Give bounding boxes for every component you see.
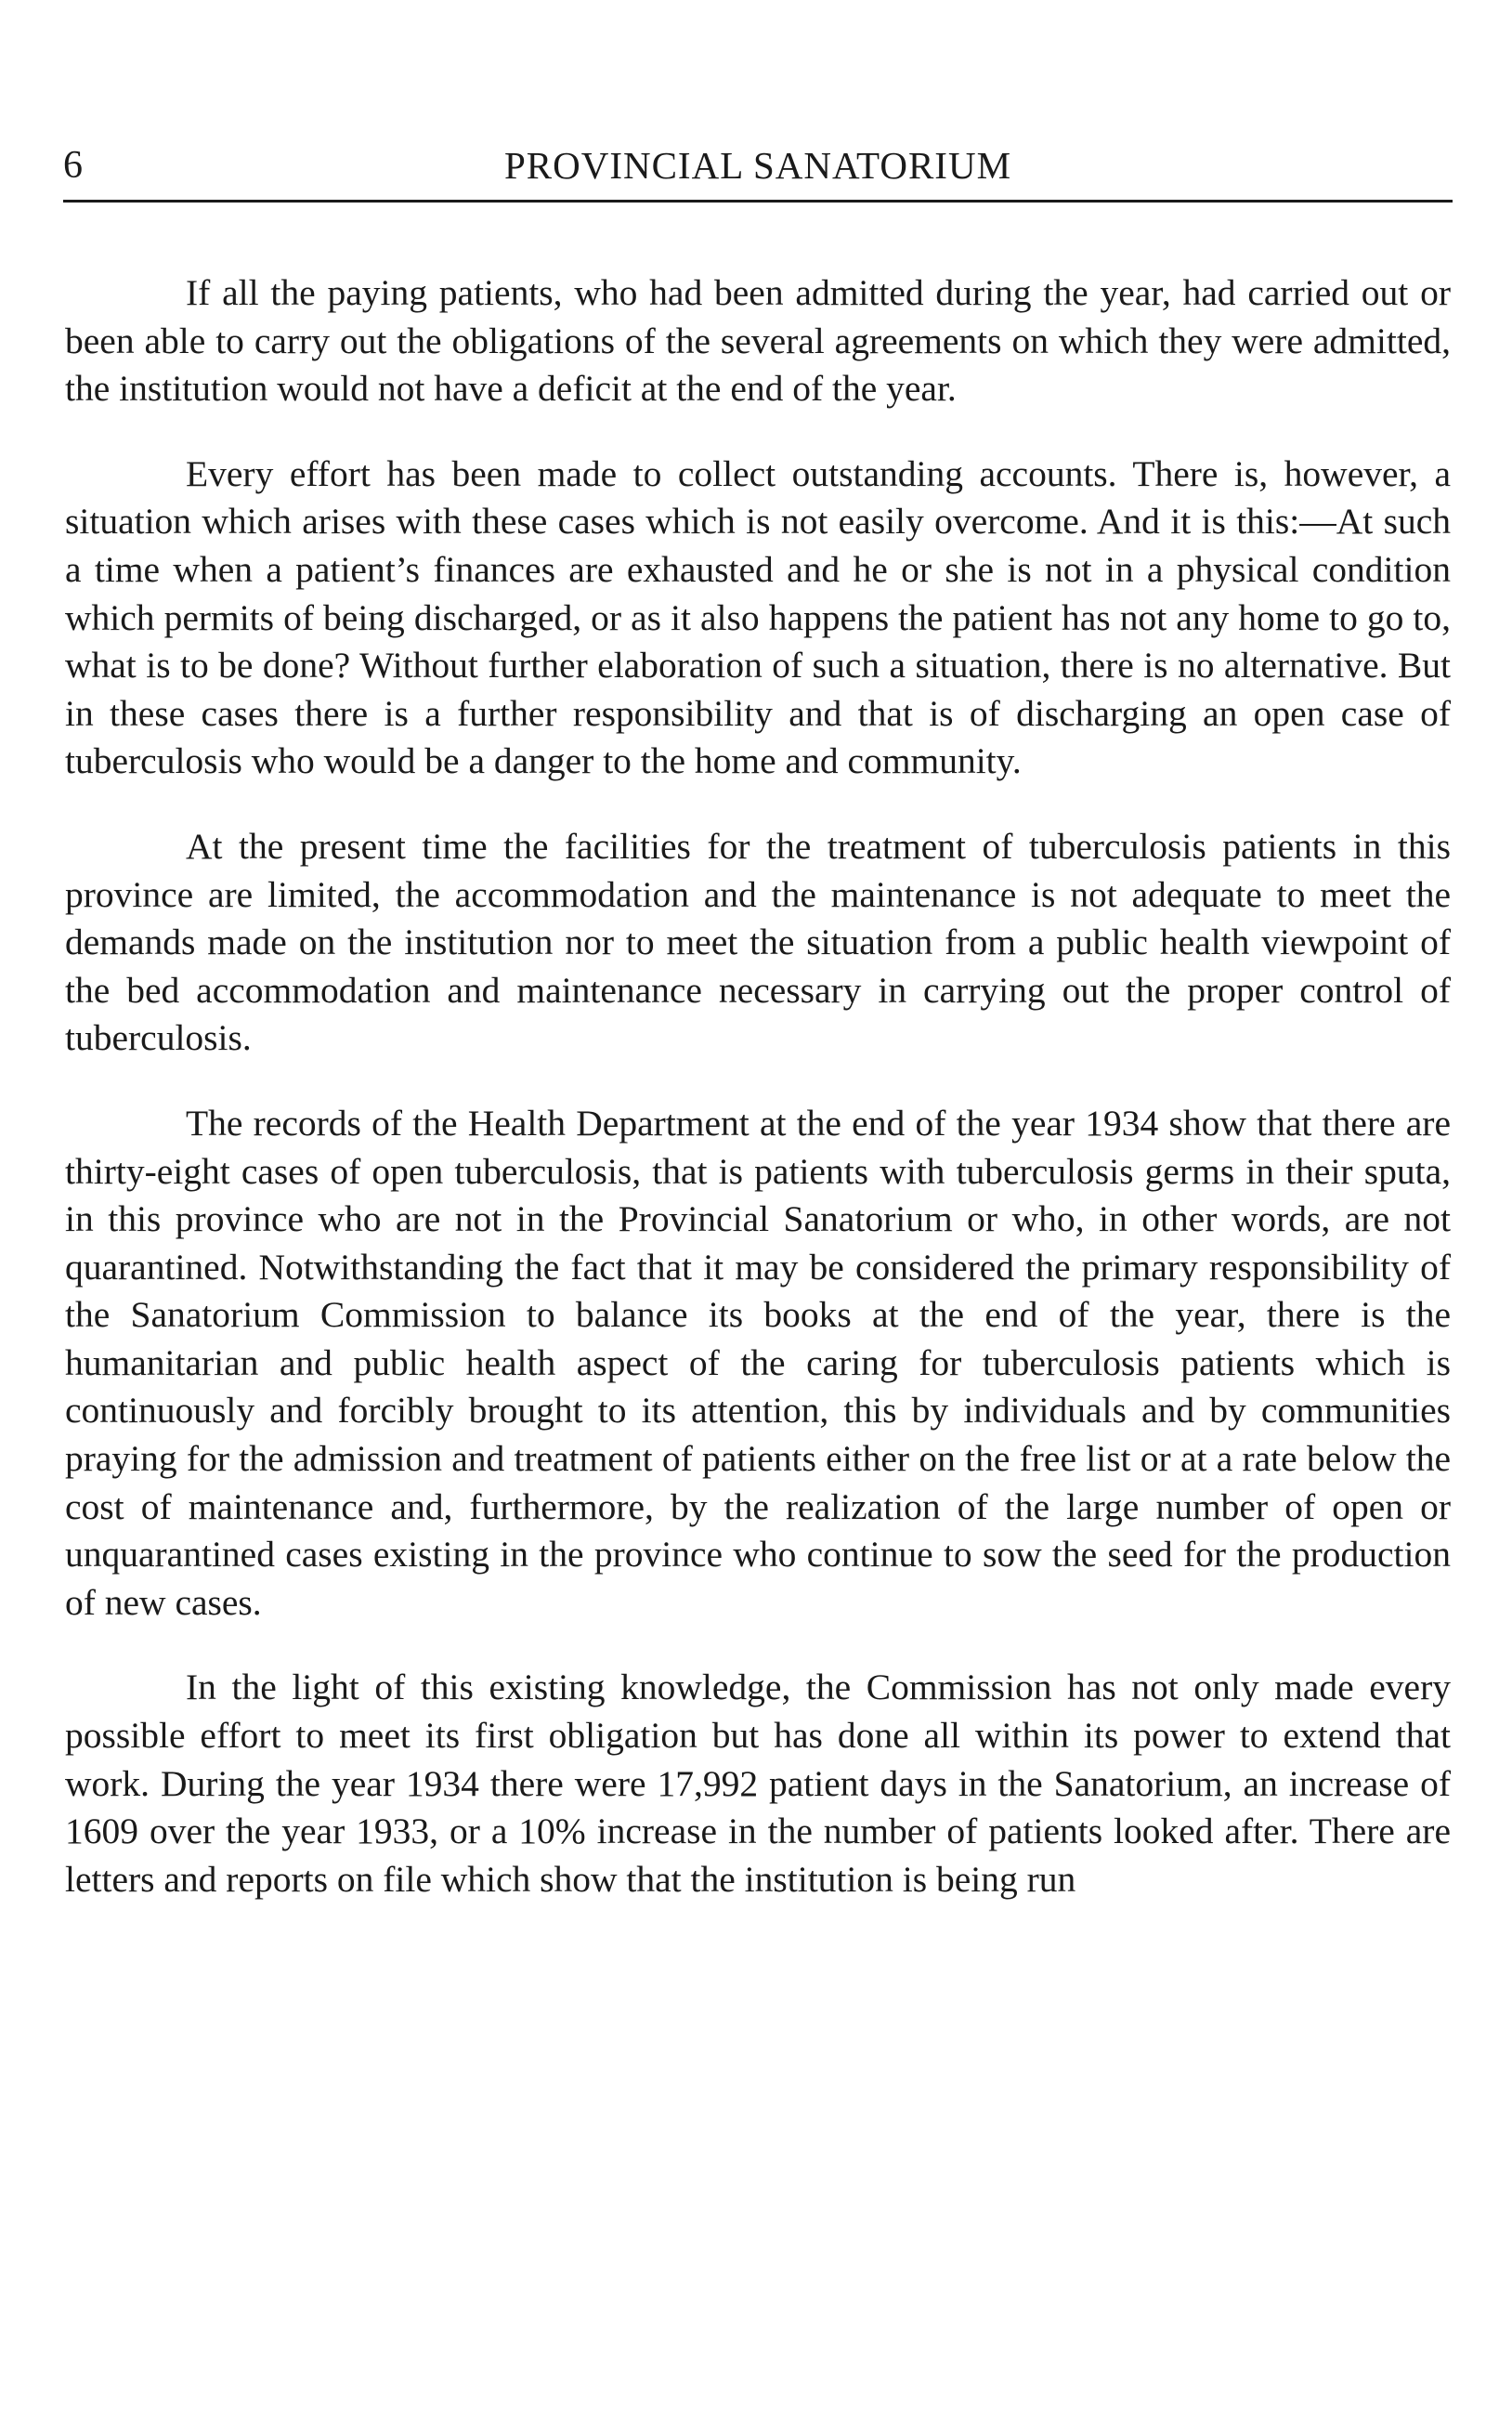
paragraph-2: Every effort has been made to collect outstanding accounts. There is, however, a situation which arises with these cases which is not easily overcome. And it is this:—At such a time when a patient’s finances are exhausted and he or she is not in a physical condition which permits of being discharged, or as it also happens the patient has not any home to go to, what is to be done? Without further elaboration of such a situation, there is no alternative. But in these cases there is a further responsibility and that is of discharging an open case of tuberculosis who would be a danger to the home and community. (65, 452, 1451, 782)
paragraph-3: At the present time the facilities for the treatment of tuberculosis patients in this province are limited, the accommodation and the maintenance is not adequate to meet the demands made on the institution nor to meet the situation from a public health viewpoint of the bed accommodation and maintenance necessary in carrying out the proper control of tuberculosis. (65, 825, 1451, 1059)
paragraph-4: The records of the Health Department at the end of the year 1934 show that there are thirty-eight cases of open tuberculosis, that is patients with tuberculosis germs in their sputa, in this province who are not in the Provincial Sanatorium or who, in other words, are not quarantined. Notwithstanding the fact that it may be considered the primary responsibility of the Sanatorium Commission to balance its books at the end of the year, there is the humanitarian and public health aspect of the caring for tuberculosis patients which is continuously and forcibly brought to its attention, this by individuals and by communities praying for the admission and treatment of patients either on the free list or at a rate below the cost of maintenance and, furthermore, by the realization of the large number of open or unquarantined cases existing in the province who continue to sow the seed for the production of new cases. (65, 1102, 1451, 1623)
paragraph-1: If all the paying patients, who had been admitted during the year, had carried out or been able to carry out the obligations of the several agreements on which they were admitted, the institution would not have a deficit at the end of the year. (65, 272, 1451, 410)
page-header (63, 137, 1453, 193)
paragraph-5: In the light of this existing knowledge, the Commission has not only made every possible effort to meet its first obligation but has done all within its power to extend that work. During the year 1934 there were 17,992 patient days in the Sanatorium, an increase of 1609 over the year 1933, or a 10% increase in the number of patients looked after. There are letters and reports on file which show that the institution is being run (65, 1667, 1451, 1900)
page-number: 6 (63, 144, 83, 187)
running-head-title: PROVINCIAL SANATORIUM (503, 144, 1012, 187)
page-body (65, 269, 1451, 1941)
header-rule (63, 200, 1453, 203)
